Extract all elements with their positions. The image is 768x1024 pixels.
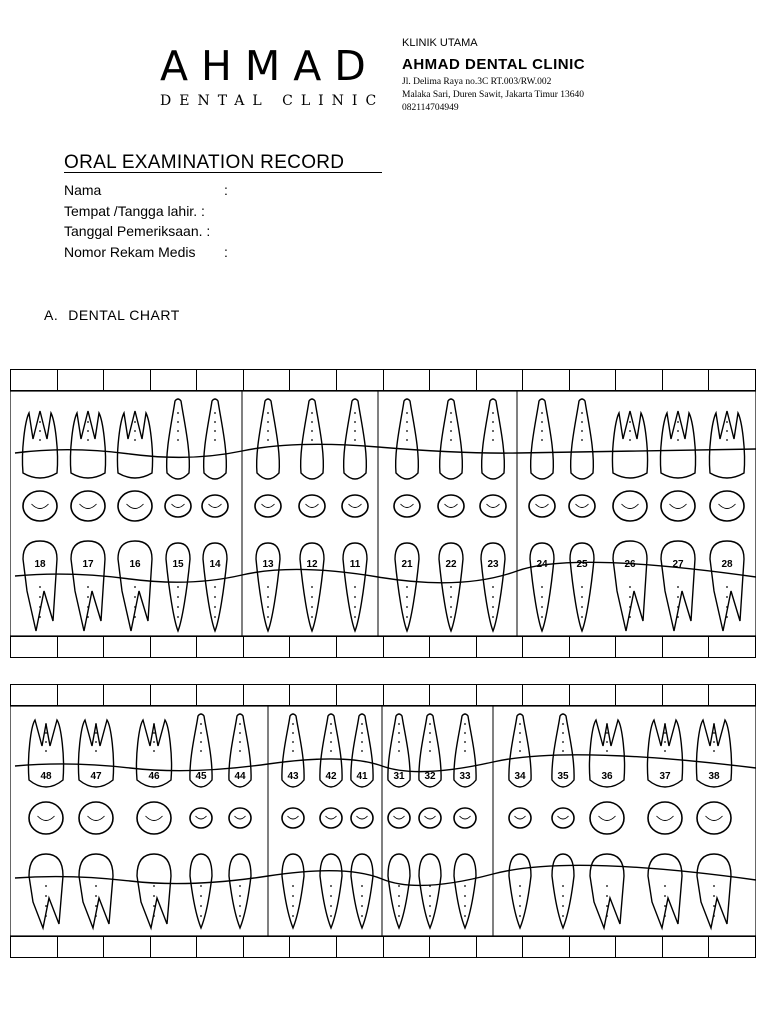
tooth-box-cell[interactable] bbox=[58, 370, 105, 390]
tooth-21 bbox=[394, 399, 420, 631]
tooth-box-cell[interactable] bbox=[663, 937, 710, 957]
tooth-box-cell[interactable] bbox=[709, 637, 755, 657]
tooth-number-24: 24 bbox=[536, 559, 548, 570]
tooth-box-cell[interactable] bbox=[58, 637, 105, 657]
tooth-number-12: 12 bbox=[306, 559, 318, 570]
tooth-25 bbox=[569, 399, 595, 631]
tooth-number-44: 44 bbox=[234, 771, 246, 782]
tooth-number-48: 48 bbox=[40, 771, 52, 782]
tooth-box-cell[interactable] bbox=[709, 937, 755, 957]
tooth-number-36: 36 bbox=[601, 771, 613, 782]
tooth-box-cell[interactable] bbox=[570, 685, 617, 705]
tooth-box-cell[interactable] bbox=[151, 370, 198, 390]
tooth-box-cell[interactable] bbox=[430, 637, 477, 657]
tooth-14 bbox=[202, 399, 228, 631]
field-colon: : bbox=[224, 182, 228, 198]
tooth-box-cell[interactable] bbox=[197, 370, 244, 390]
tooth-42 bbox=[320, 714, 342, 928]
tooth-22 bbox=[438, 399, 464, 631]
tooth-18 bbox=[22, 411, 57, 631]
tooth-box-cell[interactable] bbox=[197, 685, 244, 705]
tooth-box-cell[interactable] bbox=[523, 937, 570, 957]
tooth-16 bbox=[117, 411, 152, 631]
tooth-box-cell[interactable] bbox=[477, 637, 524, 657]
tooth-number-31: 31 bbox=[393, 771, 405, 782]
tooth-34 bbox=[509, 714, 531, 928]
tooth-15 bbox=[165, 399, 191, 631]
tooth-box-cell[interactable] bbox=[384, 637, 431, 657]
tooth-box-cell[interactable] bbox=[570, 937, 617, 957]
tooth-box-cell[interactable] bbox=[337, 685, 384, 705]
tooth-number-45: 45 bbox=[195, 771, 207, 782]
tooth-box-cell[interactable] bbox=[244, 937, 291, 957]
tooth-number-41: 41 bbox=[356, 771, 368, 782]
section-number: A. bbox=[44, 307, 59, 323]
tooth-31 bbox=[388, 714, 410, 928]
upper-bottom-box-row bbox=[10, 636, 756, 658]
tooth-box-cell[interactable] bbox=[290, 937, 337, 957]
tooth-box-cell[interactable] bbox=[384, 937, 431, 957]
tooth-number-15: 15 bbox=[172, 559, 184, 570]
tooth-box-cell[interactable] bbox=[430, 937, 477, 957]
tooth-45 bbox=[190, 714, 212, 928]
tooth-box-cell[interactable] bbox=[523, 637, 570, 657]
tooth-box-cell[interactable] bbox=[11, 370, 58, 390]
lower-top-box-row bbox=[10, 684, 756, 706]
tooth-number-25: 25 bbox=[576, 559, 588, 570]
tooth-28 bbox=[709, 411, 744, 631]
tooth-box-cell[interactable] bbox=[11, 685, 58, 705]
tooth-box-cell[interactable] bbox=[709, 685, 755, 705]
tooth-box-cell[interactable] bbox=[11, 937, 58, 957]
clinic-address-2: Malaka Sari, Duren Sawit, Jakarta Timur 13640 bbox=[402, 90, 585, 100]
tooth-23 bbox=[480, 399, 506, 631]
tooth-box-cell[interactable] bbox=[151, 937, 198, 957]
tooth-11 bbox=[342, 399, 368, 631]
tooth-33 bbox=[454, 714, 476, 928]
tooth-48 bbox=[28, 720, 63, 928]
tooth-box-cell[interactable] bbox=[384, 685, 431, 705]
tooth-number-38: 38 bbox=[708, 771, 720, 782]
tooth-box-cell[interactable] bbox=[290, 370, 337, 390]
tooth-box-cell[interactable] bbox=[151, 685, 198, 705]
tooth-box-cell[interactable] bbox=[709, 370, 755, 390]
field-label: Nomor Rekam Medis bbox=[64, 243, 196, 260]
tooth-box-cell[interactable] bbox=[663, 637, 710, 657]
tooth-box-cell[interactable] bbox=[337, 937, 384, 957]
tooth-43 bbox=[282, 714, 304, 928]
tooth-number-26: 26 bbox=[624, 559, 636, 570]
tooth-box-cell[interactable] bbox=[104, 685, 151, 705]
title-underline bbox=[64, 172, 382, 173]
logo-heart-icon bbox=[248, 50, 249, 51]
tooth-box-cell[interactable] bbox=[663, 370, 710, 390]
tooth-17 bbox=[70, 411, 105, 631]
tooth-number-47: 47 bbox=[90, 771, 102, 782]
tooth-46 bbox=[136, 720, 171, 928]
tooth-box-cell[interactable] bbox=[151, 637, 198, 657]
tooth-box-cell[interactable] bbox=[523, 685, 570, 705]
tooth-number-42: 42 bbox=[325, 771, 337, 782]
tooth-box-cell[interactable] bbox=[570, 370, 617, 390]
tooth-number-35: 35 bbox=[557, 771, 569, 782]
tooth-number-32: 32 bbox=[424, 771, 436, 782]
clinic-label: KLINIK UTAMA bbox=[402, 37, 478, 49]
tooth-box-cell[interactable] bbox=[616, 937, 663, 957]
tooth-47 bbox=[78, 720, 113, 928]
tooth-number-27: 27 bbox=[672, 559, 684, 570]
section-title: DENTAL CHART bbox=[68, 307, 180, 323]
tooth-number-14: 14 bbox=[209, 559, 221, 570]
field-colon: : bbox=[224, 243, 228, 260]
tooth-number-22: 22 bbox=[445, 559, 457, 570]
tooth-24 bbox=[529, 399, 555, 631]
upper-dental-chart bbox=[10, 391, 756, 636]
tooth-number-17: 17 bbox=[82, 559, 94, 570]
tooth-number-23: 23 bbox=[487, 559, 499, 570]
tooth-box-cell[interactable] bbox=[58, 685, 105, 705]
tooth-box-cell[interactable] bbox=[430, 685, 477, 705]
tooth-box-cell[interactable] bbox=[384, 370, 431, 390]
tooth-box-cell[interactable] bbox=[616, 685, 663, 705]
tooth-number-33: 33 bbox=[459, 771, 471, 782]
clinic-logo-subtitle: DENTAL CLINIC bbox=[160, 93, 385, 109]
tooth-number-43: 43 bbox=[287, 771, 299, 782]
tooth-44 bbox=[229, 714, 251, 928]
tooth-number-13: 13 bbox=[262, 559, 274, 570]
lower-bottom-box-row bbox=[10, 936, 756, 958]
tooth-box-cell[interactable] bbox=[337, 370, 384, 390]
clinic-logo-wordmark: AHMAD bbox=[160, 42, 379, 90]
tooth-box-cell[interactable] bbox=[477, 685, 524, 705]
tooth-32 bbox=[419, 714, 441, 928]
tooth-12 bbox=[299, 399, 325, 631]
tooth-41 bbox=[351, 714, 373, 928]
tooth-box-cell[interactable] bbox=[197, 937, 244, 957]
tooth-13 bbox=[255, 399, 281, 631]
tooth-box-cell[interactable] bbox=[104, 370, 151, 390]
clinic-phone: 082114704949 bbox=[402, 103, 459, 113]
tooth-box-cell[interactable] bbox=[11, 637, 58, 657]
tooth-box-cell[interactable] bbox=[570, 637, 617, 657]
tooth-37 bbox=[647, 720, 682, 928]
tooth-number-28: 28 bbox=[721, 559, 733, 570]
field-label: Nama bbox=[64, 182, 102, 198]
tooth-36 bbox=[589, 720, 624, 928]
tooth-box-cell[interactable] bbox=[616, 637, 663, 657]
tooth-box-cell[interactable] bbox=[663, 685, 710, 705]
clinic-info bbox=[402, 38, 585, 117]
tooth-box-cell[interactable] bbox=[197, 637, 244, 657]
tooth-number-16: 16 bbox=[129, 559, 141, 570]
tooth-number-37: 37 bbox=[659, 771, 671, 782]
tooth-box-cell[interactable] bbox=[104, 937, 151, 957]
tooth-box-cell[interactable] bbox=[290, 685, 337, 705]
section-dental-chart-heading bbox=[44, 307, 180, 323]
clinic-name: AHMAD DENTAL CLINIC bbox=[402, 56, 586, 73]
upper-top-box-row bbox=[10, 369, 756, 391]
tooth-box-cell[interactable] bbox=[244, 370, 291, 390]
tooth-box-cell[interactable] bbox=[430, 370, 477, 390]
tooth-box-cell[interactable] bbox=[58, 937, 105, 957]
tooth-number-21: 21 bbox=[401, 559, 413, 570]
tooth-box-cell[interactable] bbox=[104, 637, 151, 657]
tooth-box-cell[interactable] bbox=[244, 637, 291, 657]
tooth-box-cell[interactable] bbox=[477, 370, 524, 390]
tooth-box-cell[interactable] bbox=[290, 637, 337, 657]
lower-dental-chart bbox=[10, 706, 756, 936]
tooth-38 bbox=[696, 720, 731, 928]
record-title: ORAL EXAMINATION RECORD bbox=[64, 152, 345, 173]
tooth-box-cell[interactable] bbox=[244, 685, 291, 705]
field-label: Tempat /Tangga lahir. : bbox=[64, 202, 205, 219]
tooth-box-cell[interactable] bbox=[523, 370, 570, 390]
tooth-number-34: 34 bbox=[514, 771, 526, 782]
tooth-number-11: 11 bbox=[349, 559, 361, 570]
tooth-35 bbox=[552, 714, 574, 928]
tooth-27 bbox=[660, 411, 695, 631]
tooth-26 bbox=[612, 411, 647, 631]
tooth-box-cell[interactable] bbox=[477, 937, 524, 957]
tooth-number-18: 18 bbox=[34, 559, 46, 570]
tooth-box-cell[interactable] bbox=[616, 370, 663, 390]
field-label: Tanggal Pemeriksaan. : bbox=[64, 223, 211, 239]
clinic-address-1: Jl. Delima Raya no.3C RT.003/RW.002 bbox=[402, 77, 552, 87]
tooth-number-46: 46 bbox=[148, 771, 160, 782]
tooth-box-cell[interactable] bbox=[337, 637, 384, 657]
